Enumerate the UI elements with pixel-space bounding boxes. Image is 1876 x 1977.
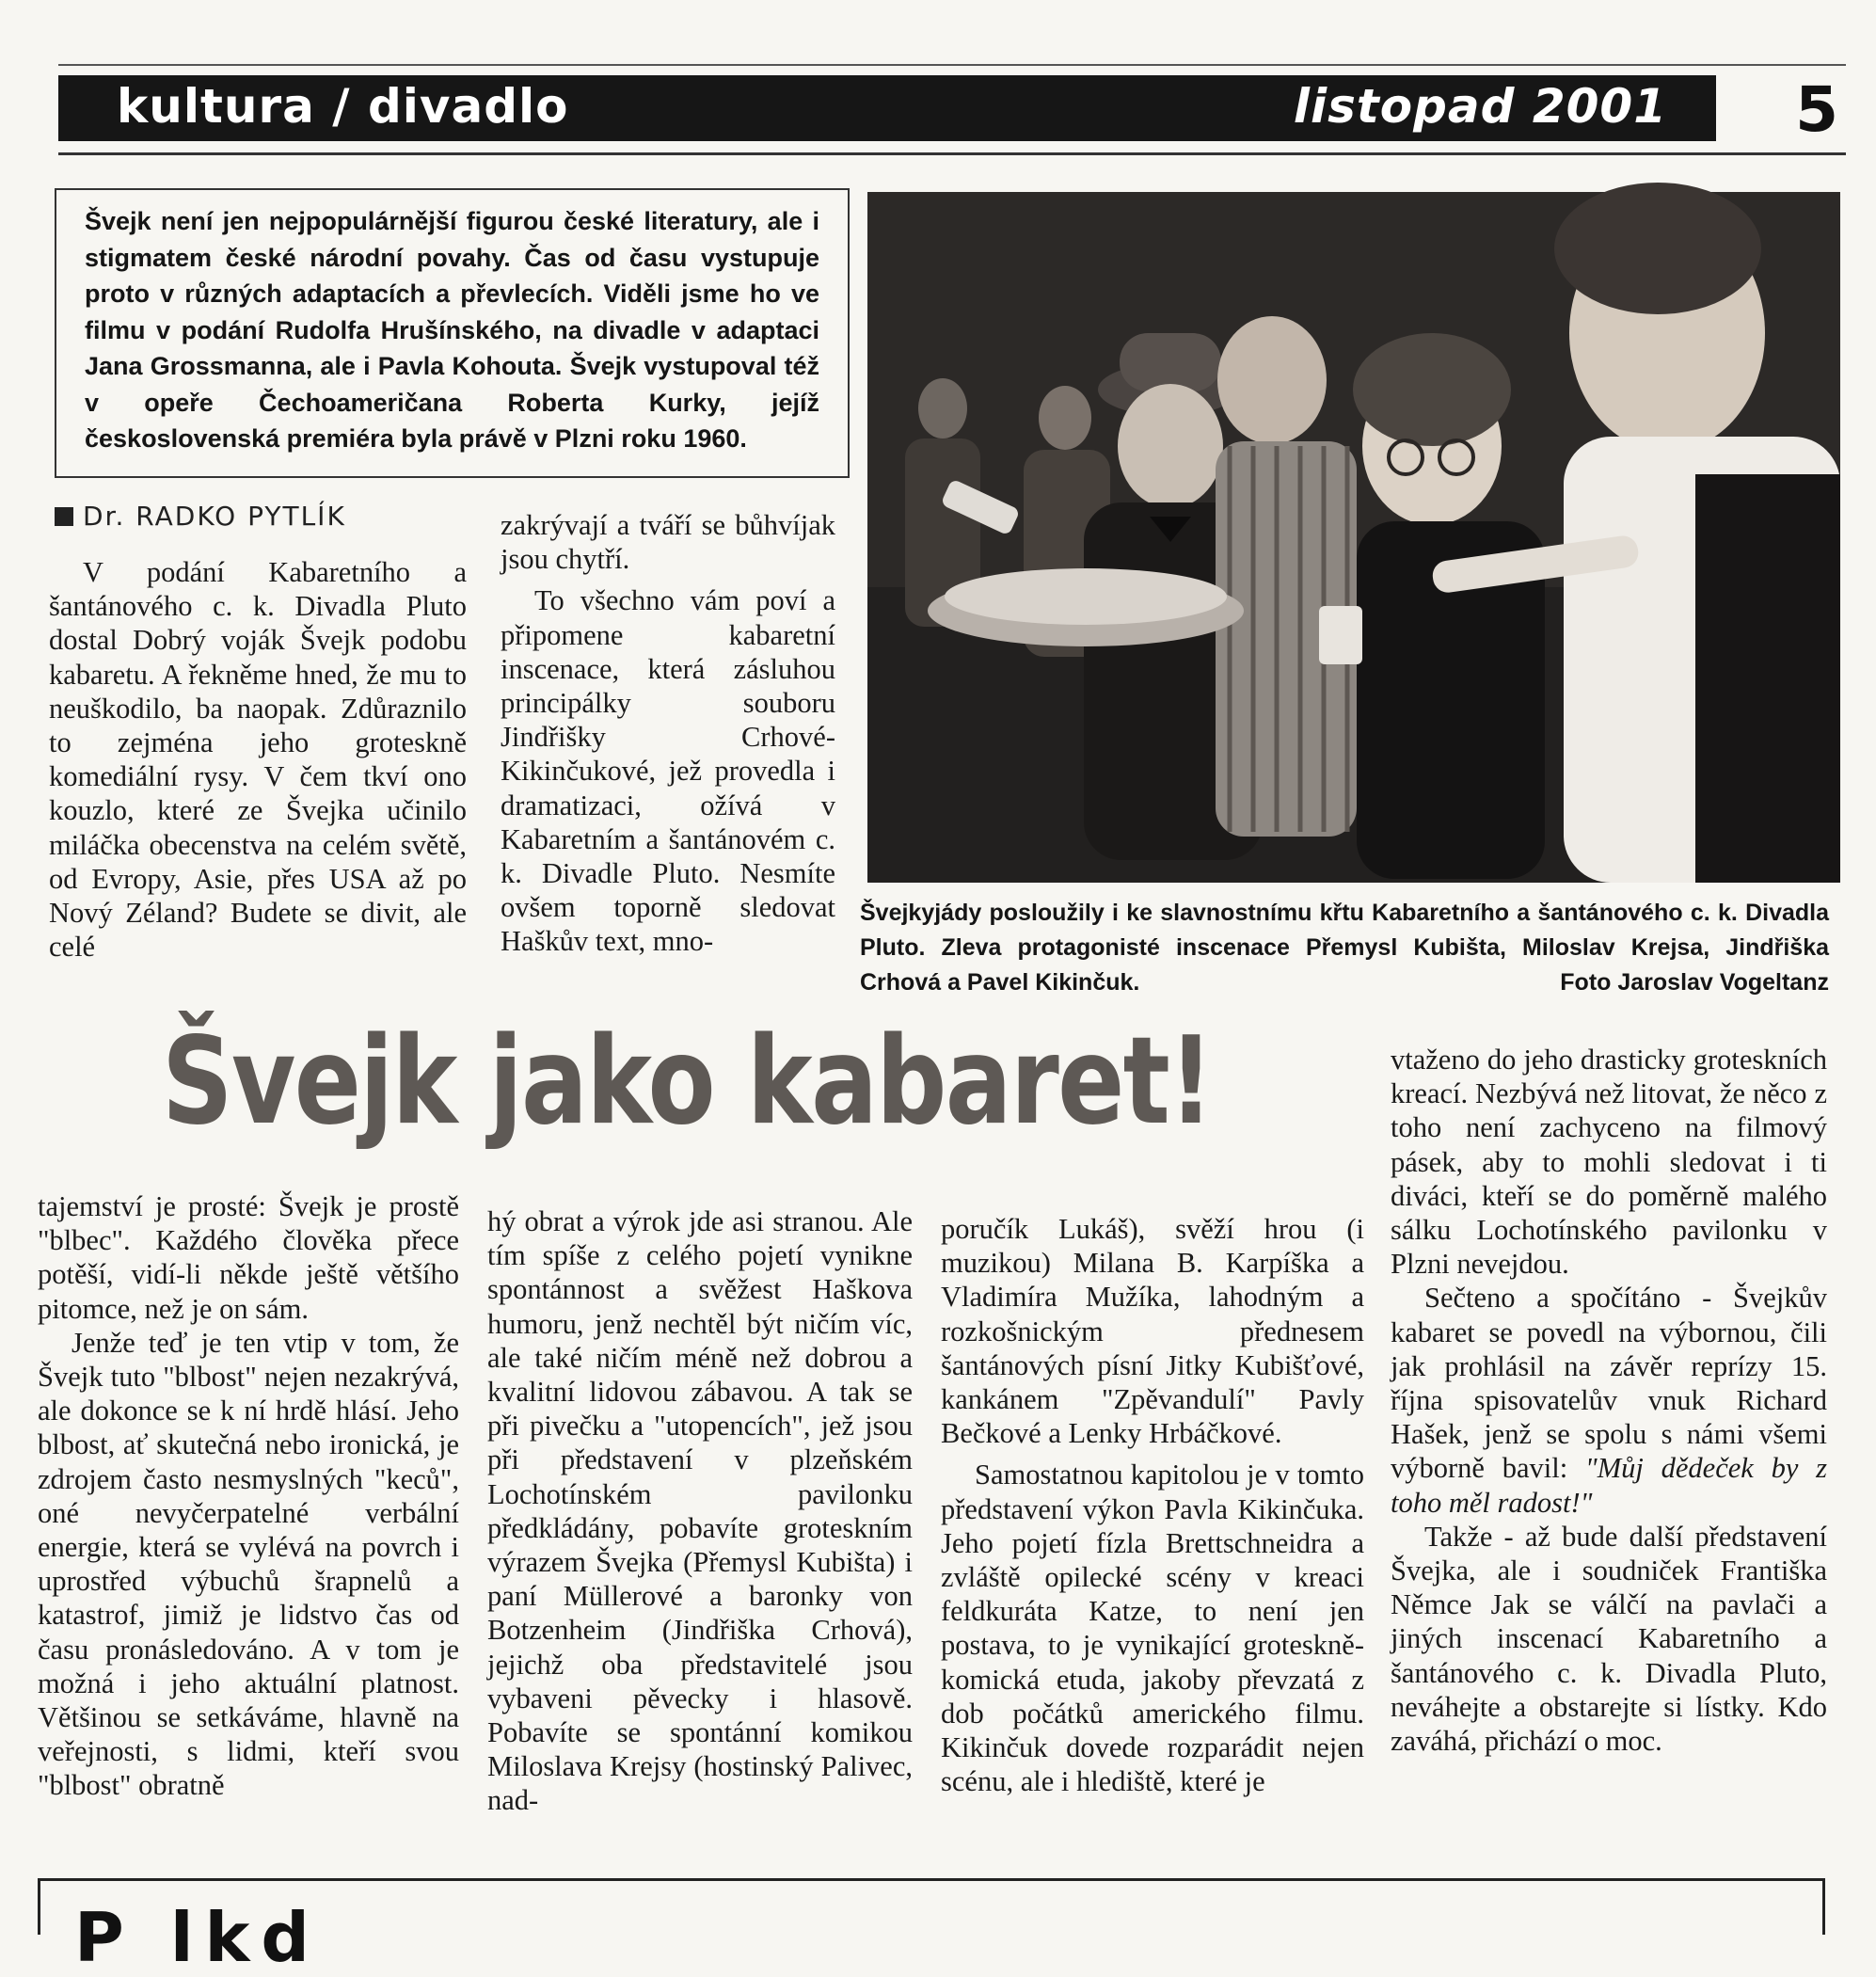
column-b4	[1391, 1043, 1827, 1758]
paragraph	[1391, 1281, 1827, 1519]
headline: Švejk jako kabaret!	[162, 1012, 1213, 1152]
paragraph: To všechno vám poví a připomene kabaretní inscenace, která zásluhou principálky souboru Jindřišky Crhové-Kikinčukové, jež provedla i dramatizaci, ožívá v Kabaretním a šantánovém c. k. Divadle Pluto. Nesmíte ovšem toporně sledovat Haškův text, mno-	[501, 584, 835, 958]
photo-caption	[860, 896, 1829, 1000]
issue-date: listopad 2001	[1293, 79, 1667, 134]
paragraph: zakrývají a tváří se bůhvíjak jsou chytří.	[501, 509, 835, 576]
article-photo	[867, 192, 1840, 883]
byline-square-icon	[55, 507, 73, 526]
photo-illustration	[867, 192, 1840, 883]
paragraph-text: Sečteno a spočítáno - Švejkův kabaret se povedl na výbornou, čili jak prohlásil na závěr reprízy 15. října spisovatelův vnuk Richard Hašek, jenž se spolu s námi všemi výborně bavil:	[1391, 1282, 1827, 1485]
paragraph: poručík Lukáš), svěží hrou (i muzikou) Milana B. Karpíška a Vladimíra Mužíka, lahodným a rozkošnickým přednesem šantánových písní Jitky Kubišťové, kankánem "Zpěvandulí" Pavly Bečkové a Lenky Hrbáčkové.	[941, 1213, 1364, 1450]
paragraph: Samostatnou kapitolou je v tomto představení výkon Pavla Kikinčuka. Jeho pojetí fízla Brettschneidra a zvláště opilecké scény v kreaci feldkuráta Katze, to není jen postava, to je vynikající groteskně-komická etuda, jakoby převzatá z dob počátků amerického filmu. Kikinčuk dovede rozparádit nejen scénu, ale i hlediště, které je	[941, 1459, 1364, 1798]
section-title: kultura / divadlo	[117, 79, 569, 134]
author-name: Dr. RADKO PYTLÍK	[83, 501, 346, 532]
column-a1	[49, 555, 467, 964]
next-article-box	[38, 1878, 1825, 1977]
byline	[55, 501, 346, 532]
photo-credit: Foto Jaroslav Vogeltanz	[1560, 969, 1829, 996]
header-rule	[58, 152, 1846, 155]
quote: "Můj dědeček by z toho měl radost!"	[1391, 1452, 1827, 1519]
column-b1	[38, 1189, 459, 1803]
intro-box: Švejk není jen nejpopulárnější figurou české literatury, ale i stigmatem české národní povahy. Čas od času vystupuje proto v různých adaptacích a převlecích. Viděli jsme ho ve filmu v podání Rudolfa Hrušínského, na divadle v adaptaci Jana Grossmanna, ale i Pavla Kohouta. Švejk vystupoval též v opeře Čechoameričana Roberta Kurky, jejíž československá premiéra byla právě v Plzni roku 1960.	[55, 188, 850, 478]
paragraph: tajemství je prosté: Švejk je prostě "blbec". Každého člověka přece potěší, vidí-li někde ještě většího pitomce, než je on sám.	[38, 1190, 459, 1325]
paragraph: hý obrat a výrok jde asi stranou. Ale tím spíše z celého pojetí vynikne spontánnost a svěžest Haškova humoru, jenž nechtěl být ničím víc, ale také ničím méně než dobrou a kvalitní lidovou zábavou. A tak se při pivečku a "utopencích", jež jsou při představení v plzeňském Lochotínském pavilonku předkládány, pobavíte groteskním výrazem Švejka (Přemysl Kubišta) i paní Müllerové a baronky von Botzenheim (Jindřiška Crhová), jejichž oba představitelé jsou vybaveni pěvecky i hlasově. Pobavíte se spontánní komikou Miloslava Krejsy (hostinský Palivec, nad-	[487, 1205, 913, 1817]
paragraph: vtaženo do jeho drasticky groteskních kreací. Nezbývá než litovat, že něco z toho není zachyceno na filmový pásek, aby to mohli sledovat i ti diváci, kteří se do poměrně malého sálku Lochotínského pavilonku v Plzni nevejdou.	[1391, 1044, 1827, 1281]
section-header-bar	[58, 75, 1716, 141]
paragraph: V podání Kabaretního a šantánového c. k. Divadla Pluto dostal Dobrý voják Švejk podobu kabaretu. A řekněme hned, že mu to neuškodilo, ba naopak. Zdůraznilo to zejména jeho groteskně komediální rysy. V čem tkví ono kouzlo, které ze Švejka učinilo miláčka obecenstva na celém světě, od Evropy, Asie, přes USA až po Nový Zéland? Budete se divit, ale celé	[49, 556, 467, 964]
paragraph: Jenže teď je ten vtip v tom, že Švejk tuto "blbost" nejen nezakrývá, ale dokonce se k ní hrdě hlásí. Jeho blbost, ať skutečná nebo ironická, je zdrojem často nesmyslných "keců", oné nevyčerpatelné verbální energie, která se vylévá na povrch i uprostřed výbuchů šrapnelů a katastrof, jimiž je lidstvo čas od času pronásledováno. A v tom je možná i jeho aktuální platnost. Většinou se setkáváme, hlavně na veřejnosti, s lidmi, kteří svou "blbost" obratně	[38, 1326, 459, 1802]
paragraph: Takže - až bude další představení Švejka, ale i soudniček Františka Němce Jak se válčí na pavlači a jiných inscenací Kabaretního a šantánového c. k. Divadla Pluto, neváhejte a obstarejte si lístky. Kdo zaváhá, přichází o moc.	[1391, 1520, 1827, 1758]
next-article-title-cut: P lkd	[74, 1898, 321, 1977]
column-a2	[501, 508, 835, 959]
column-b3	[941, 1212, 1364, 1798]
top-rule	[58, 64, 1846, 66]
column-b2	[487, 1204, 913, 1818]
caption-text: Švejkyjády posloužily i ke slavnostnímu křtu Kabaretního a šantánového c. k. Divadla Pluto. Zleva protagonisté inscenace Přemysl Kubišta, Miloslav Krejsa, Jindřiška Crhová a Pavel Kikinčuk.	[860, 900, 1829, 996]
page-number: 5	[1795, 73, 1838, 146]
